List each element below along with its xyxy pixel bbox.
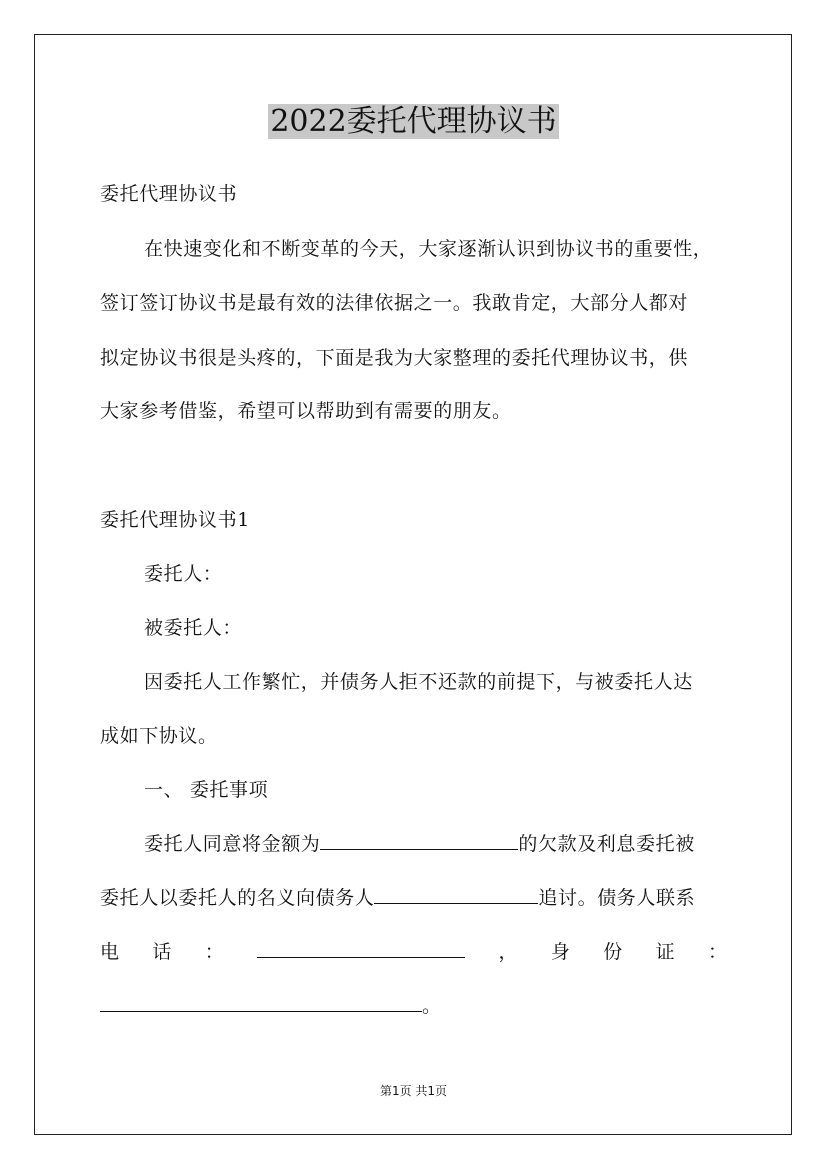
debtor-blank <box>374 885 538 904</box>
id-char-3: 证 <box>655 941 675 963</box>
intro-line-4: 大家参考借鉴，希望可以帮助到有需要的朋友。 <box>100 400 512 422</box>
id-char-2: 份 <box>603 941 623 963</box>
amount-blank <box>320 831 518 850</box>
intro-line-1: 在快速变化和不断变革的今天，大家逐渐认识到协议书的重要性， <box>144 238 713 260</box>
intro-line-3: 拟定协议书很是头疼的，下面是我为大家整理的委托代理协议书，供 <box>100 347 689 369</box>
item1-line-1-end: 的欠款及利息委托被 <box>518 833 695 855</box>
agent-label: 被委托人： <box>144 617 243 639</box>
phone-char-1: 电 <box>100 941 120 963</box>
section-title: 委托代理协议书1 <box>100 509 250 531</box>
document-title-container <box>0 100 827 144</box>
document-title: 2022委托代理协议书 <box>270 104 557 139</box>
item1-line-2-end: 追讨。债务人联系 <box>538 887 696 909</box>
phone-colon: ： <box>204 941 224 963</box>
item1-line-2 <box>100 884 695 912</box>
row-comma: ， <box>498 941 518 963</box>
phone-blank <box>257 939 465 958</box>
id-end-mark: 。 <box>422 995 442 1017</box>
id-char-1: 身 <box>550 941 570 963</box>
principal-label: 委托人： <box>144 563 223 585</box>
item1-line-1 <box>144 830 695 858</box>
id-colon: ： <box>707 941 727 963</box>
phone-id-row <box>100 938 727 966</box>
item1-title: 一、 委托事项 <box>144 779 269 801</box>
document-heading: 委托代理协议书 <box>100 183 238 205</box>
phone-char-2: 话 <box>152 941 172 963</box>
reason-line-1: 因委托人工作繁忙，并债务人拒不还款的前提下，与被委托人达 <box>144 671 693 693</box>
id-line <box>100 992 442 1020</box>
id-blank <box>100 993 422 1012</box>
page-footer: 第1页 共1页 <box>379 1084 448 1098</box>
intro-line-2: 签订签订协议书是最有效的法律依据之一。我敢肯定，大部分人都对 <box>100 292 689 314</box>
reason-line-2: 成如下协议。 <box>100 725 218 747</box>
item1-line-2-start: 委托人以委托人的名义向债务人 <box>100 887 375 909</box>
item1-line-1-start: 委托人同意将金额为 <box>144 833 321 855</box>
